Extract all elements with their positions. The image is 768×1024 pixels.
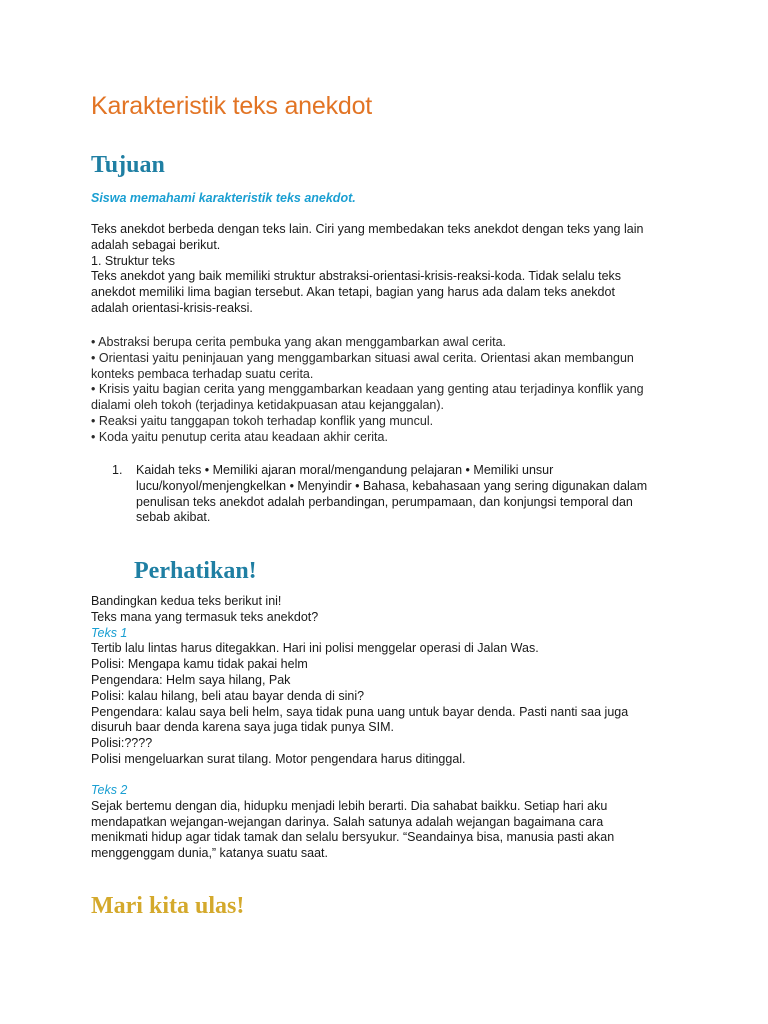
- teks1-label: Teks 1: [91, 625, 128, 640]
- teks1-line: Polisi mengeluarkan surat tilang. Motor pengendara harus ditinggal.: [91, 751, 466, 766]
- bullet-line: • Krisis yaitu bagian cerita yang menggambarkan keadaan yang genting atau terjadinya konflik yang: [91, 382, 644, 397]
- teks1-line: Pengendara: kalau saya beli helm, saya tidak puna uang untuk bayar denda. Pasti nanti saa juga: [91, 704, 629, 719]
- instruction-line: Teks mana yang termasuk teks anekdot?: [91, 609, 319, 624]
- teks2-line: menggenggam dunia,” katanya suatu saat.: [91, 846, 328, 861]
- teks2-label: Teks 2: [91, 783, 128, 797]
- structure-bullets: [91, 335, 691, 446]
- instruction-line: Bandingkan kedua teks berikut ini!: [91, 594, 282, 608]
- intro-line: adalah orientasi-krisis-reaksi.: [91, 300, 253, 315]
- objective-text: Siswa memahami karakteristik teks anekdot.: [91, 191, 356, 205]
- list-item-line: sebab akibat.: [136, 510, 211, 525]
- intro-line: Teks anekdot berbeda dengan teks lain. Ciri yang membedakan teks anekdot dengan teks yang lain: [91, 222, 644, 236]
- perhatikan-heading: Perhatikan!: [134, 558, 257, 584]
- teks1-line: Polisi: kalau hilang, beli atau bayar denda di sini?: [91, 688, 365, 703]
- list-item-line: Kaidah teks • Memiliki ajaran moral/mengandung pelajaran • Memiliki unsur: [136, 463, 554, 477]
- bullet-line: dialami oleh tokoh (terjadinya ketidakpuasan atau kejanggalan).: [91, 398, 445, 413]
- list-number: 1.: [112, 463, 123, 477]
- list-item-line: penulisan teks anekdot adalah perbandingan, perumpamaan, dan konjungsi temporal dan: [136, 494, 633, 509]
- teks1-line: Pengendara: Helm saya hilang, Pak: [91, 672, 291, 687]
- teks1-line: Polisi: Mengapa kamu tidak pakai helm: [91, 657, 308, 672]
- intro-line: anekdot memiliki lima bagian tersebut. Akan tetapi, bagian yang harus ada dalam teks anekdot: [91, 285, 615, 300]
- teks1-line: disuruh baar denda karena saya juga tidak punya SIM.: [91, 720, 394, 735]
- teks2-line: menikmati hidup agar tidak tamak dan selalu bersyukur. “Seandainya bisa, manusia pasti akan: [91, 830, 615, 845]
- bullet-line: • Abstraksi berupa cerita pembuka yang akan menggambarkan awal cerita.: [91, 335, 507, 349]
- page-title: Karakteristik teks anekdot: [91, 92, 373, 120]
- teks2-line: Sejak bertemu dengan dia, hidupku menjadi lebih berarti. Dia sahabat baikku. Setiap hari aku: [91, 798, 608, 813]
- list-item-line: lucu/konyol/menjengkelkan • Menyindir • Bahasa, kebahasaan yang sering digunakan dalam: [136, 478, 648, 493]
- teks1-section: [91, 594, 691, 768]
- teks1-line: Tertib lalu lintas harus ditegakkan. Hari ini polisi menggelar operasi di Jalan Was.: [91, 641, 539, 656]
- bullet-line: konteks pembaca terhadap suatu cerita.: [91, 366, 314, 381]
- intro-line: adalah sebagai berikut.: [91, 237, 221, 252]
- intro-line: Teks anekdot yang baik memiliki struktur abstraksi-orientasi-krisis-reaksi-koda. Tidak selalu teks: [91, 269, 622, 284]
- list-item-text: [136, 463, 684, 526]
- bullet-line: • Reaksi yaitu tanggapan tokoh terhadap konflik yang muncul.: [91, 413, 434, 428]
- tujuan-heading: Tujuan: [91, 152, 165, 178]
- intro-paragraph: [91, 222, 691, 317]
- bullet-line: • Koda yaitu penutup cerita atau keadaan akhir cerita.: [91, 429, 388, 444]
- teks2-section: [91, 783, 691, 862]
- ulas-heading: Mari kita ulas!: [91, 893, 245, 919]
- bullet-line: • Orientasi yaitu peninjauan yang menggambarkan situasi awal cerita. Orientasi akan membangun: [91, 350, 634, 365]
- intro-line: 1. Struktur teks: [91, 253, 176, 268]
- teks1-line: Polisi:????: [91, 736, 153, 751]
- teks2-line: mendapatkan wejangan-wejangan darinya. Salah satunya adalah wejangan bagaimana cara: [91, 814, 604, 829]
